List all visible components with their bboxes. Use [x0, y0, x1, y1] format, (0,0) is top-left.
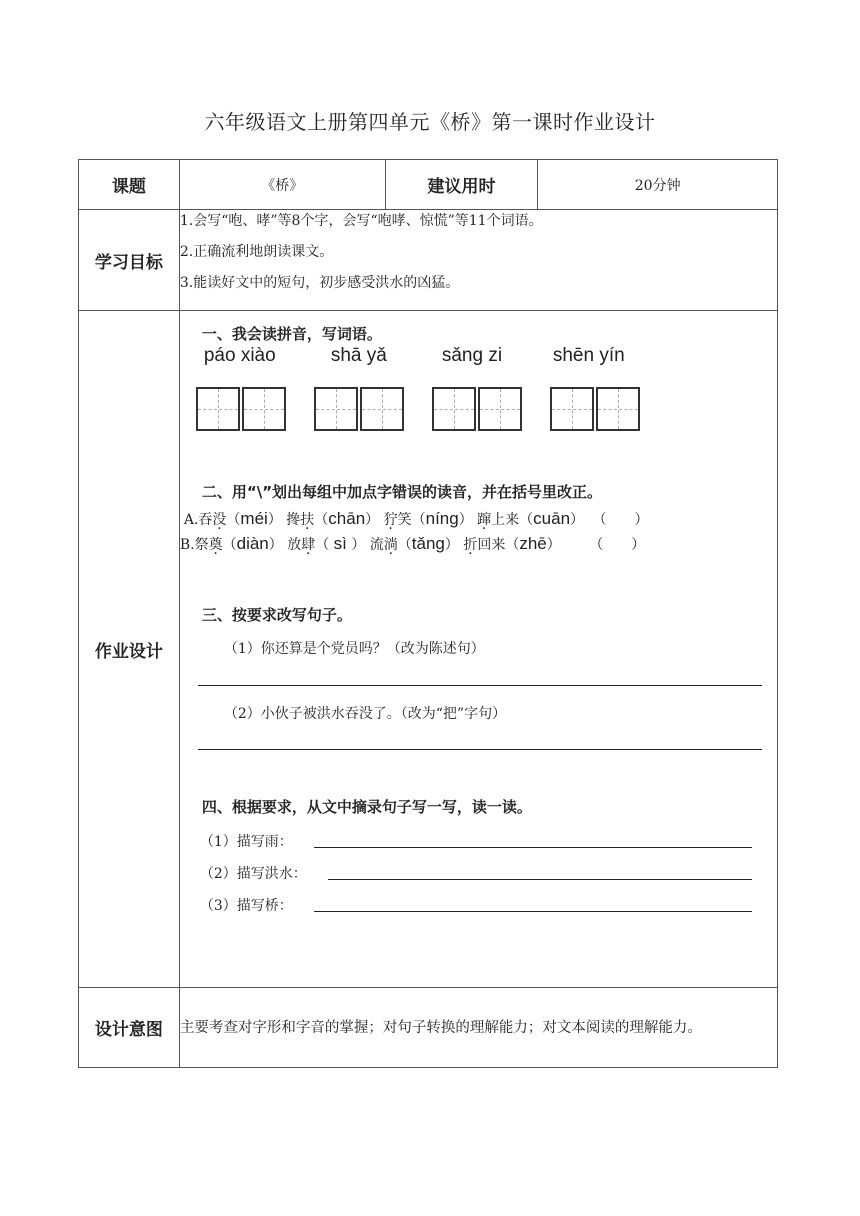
goal-item: 3.能读好文中的短句，初步感受洪水的凶猛。	[179, 275, 460, 291]
excerpt-bridge-label: （3）描写桥：	[199, 898, 293, 914]
topic-label: 课题	[79, 160, 180, 210]
char-box[interactable]	[478, 387, 522, 431]
word-char: 回来	[477, 537, 506, 553]
reading-row-a: A.吞没（méi） 搀扶（chān） 狞笑（níng） 蹿上来（cuān） （ ）	[183, 509, 649, 528]
pinyin-4: shēn yín	[552, 345, 625, 366]
char-box[interactable]	[432, 387, 476, 431]
goal-item: 1.会写“咆、哮”等8个字，会写“咆哮、惊慌”等11个词语。	[179, 213, 543, 229]
section-4-title: 四、根据要求，从文中摘录句子写一写，读一读。	[201, 798, 532, 816]
section-3-title: 三、按要求改写句子。	[201, 606, 352, 624]
time-label: 建议用时	[385, 160, 538, 210]
word-char: 笑	[397, 512, 412, 528]
reading-pinyin: diàn	[236, 534, 269, 553]
time-value: 20分钟	[538, 160, 778, 210]
intent-text: 主要考查对字形和字音的掌握；对句子转换的理解能力；对文本阅读的理解能力。	[179, 988, 777, 1068]
goal-item: 2.正确流利地朗读课文。	[179, 244, 334, 260]
pinyin-1: páo xiào	[203, 345, 276, 366]
dotted-char: 奠	[208, 537, 223, 553]
char-box[interactable]	[360, 387, 404, 431]
goals-row	[79, 210, 778, 311]
answer-line[interactable]	[314, 847, 752, 848]
intent-label: 设计意图	[79, 988, 180, 1068]
topic-value: 《桥》	[179, 160, 385, 210]
reading-pinyin: zhē	[519, 534, 547, 553]
design-label: 作业设计	[79, 311, 180, 988]
reading-pinyin: níng	[425, 509, 459, 528]
answer-line[interactable]	[198, 685, 762, 686]
dotted-char: 淌	[383, 537, 398, 553]
excerpt-flood-label: （2）描写洪水：	[199, 866, 307, 882]
goals-list	[179, 210, 777, 311]
word-char: 流	[369, 537, 384, 553]
reading-pinyin: chān	[328, 509, 366, 528]
header-row	[79, 160, 778, 210]
section-2-title: 二、用“\”划出每组中加点字错误的读音，并在括号里改正。	[201, 483, 603, 501]
page-title: 六年级语文上册第四单元《桥》第一课时作业设计	[204, 110, 656, 134]
reading-pinyin: sì	[333, 534, 347, 553]
writing-grid-3[interactable]	[432, 387, 522, 431]
char-box[interactable]	[314, 387, 358, 431]
answer-line[interactable]	[198, 749, 762, 750]
writing-grid-2[interactable]	[314, 387, 404, 431]
design-row	[79, 311, 778, 988]
section-1-title: 一、我会读拼音，写词语。	[201, 325, 382, 343]
dotted-char: 肆	[301, 537, 316, 553]
dotted-char: 没	[212, 512, 227, 528]
rewrite-question-2: （2）小伙子被洪水吞没了。（改为“把”字句）	[223, 706, 507, 722]
pinyin-3: sǎng zi	[441, 345, 503, 366]
homework-table	[78, 159, 778, 1068]
dotted-char: 狞	[383, 512, 398, 528]
row-prefix: B.	[179, 537, 195, 553]
char-box[interactable]	[242, 387, 286, 431]
reading-pinyin: cuān	[533, 509, 571, 528]
answer-line[interactable]	[328, 879, 752, 880]
word-char: 祭	[194, 537, 209, 553]
char-box[interactable]	[196, 387, 240, 431]
row-prefix: A.	[183, 512, 199, 528]
design-content	[179, 311, 777, 988]
char-box[interactable]	[596, 387, 640, 431]
reading-pinyin: tǎng	[411, 534, 445, 553]
excerpt-rain-label: （1）描写雨：	[199, 834, 293, 850]
dotted-char: 蹿	[477, 512, 492, 528]
reading-row-b: B.祭奠（diàn） 放肆（ sì ） 流淌（tǎng） 折回来（zhē） （ ）	[179, 534, 646, 553]
word-char: 上来	[491, 512, 520, 528]
word-char: 吞	[198, 512, 213, 528]
rewrite-question-1: （1）你还算是个党员吗？（改为陈述句）	[223, 641, 485, 657]
dotted-char: 扶	[300, 512, 315, 528]
answer-line[interactable]	[314, 911, 752, 912]
goals-label: 学习目标	[79, 210, 180, 311]
word-char: 搀	[286, 512, 301, 528]
pinyin-2: shā yǎ	[330, 345, 387, 366]
word-char: 放	[287, 537, 302, 553]
writing-grid-4[interactable]	[550, 387, 640, 431]
dotted-char: 折	[463, 537, 478, 553]
answer-blank[interactable]: （ ）	[592, 512, 649, 528]
writing-grid-1[interactable]	[196, 387, 286, 431]
answer-blank[interactable]: （ ）	[589, 537, 646, 553]
intent-row	[79, 988, 778, 1068]
reading-pinyin: méi	[240, 509, 268, 528]
char-box[interactable]	[550, 387, 594, 431]
